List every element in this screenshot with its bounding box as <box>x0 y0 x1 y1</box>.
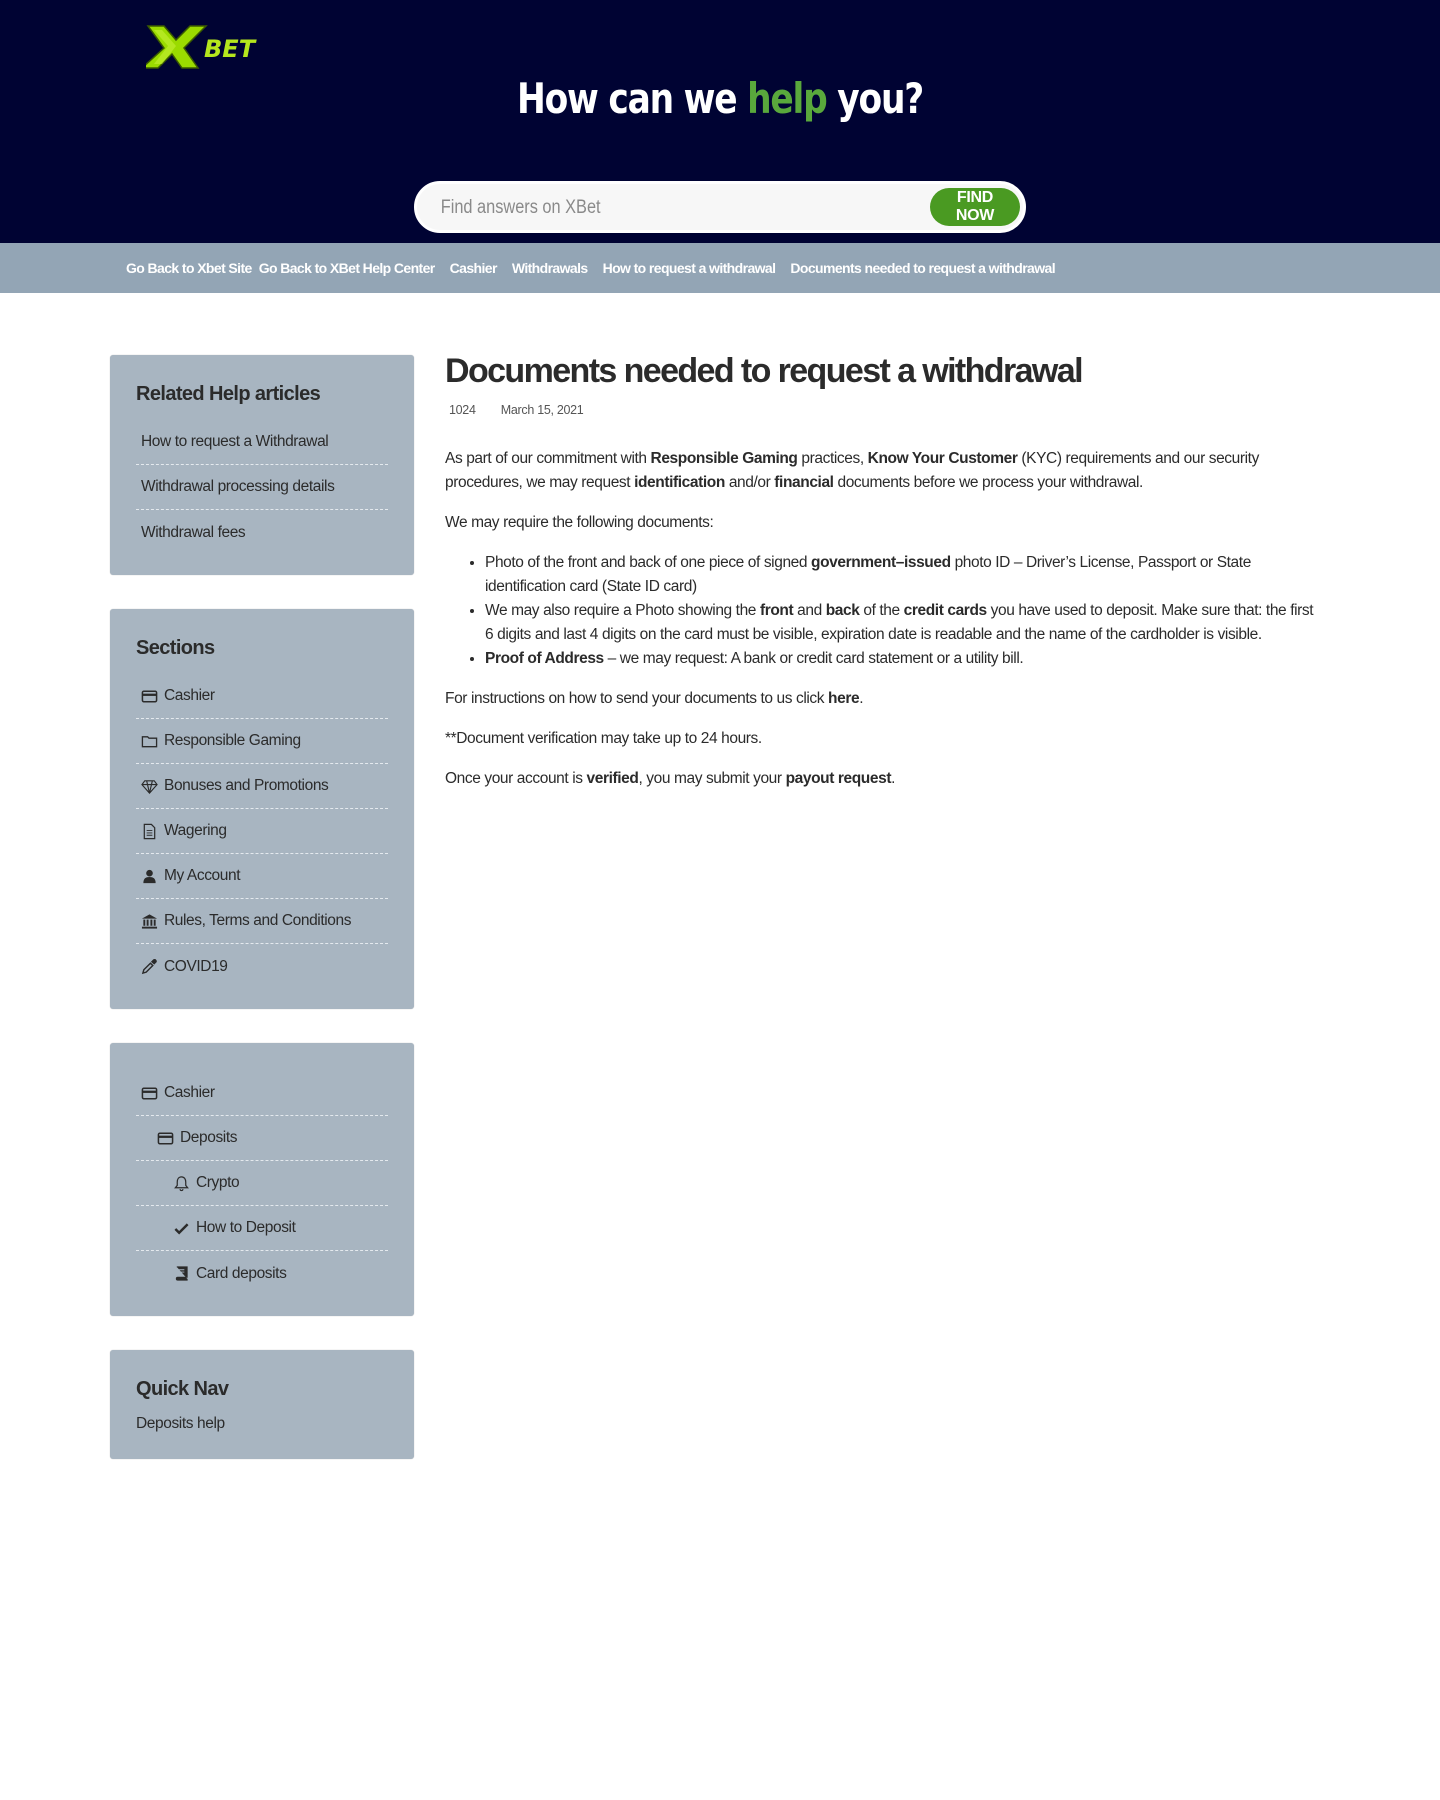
breadcrumb-cashier[interactable]: Cashier <box>449 260 497 276</box>
section-item-covid19[interactable]: COVID19 <box>136 944 388 989</box>
related-article-item[interactable]: Withdrawal processing details <box>136 465 388 510</box>
book-icon <box>172 1265 190 1283</box>
category-tree-card <box>110 1043 414 1316</box>
site-header <box>0 0 1440 243</box>
user-icon <box>140 867 158 885</box>
list-item: • Photo of the front and back of one piece of signed government–issued photo ID – Driver’s License, Passport or State identification card (State ID card) <box>485 551 1325 599</box>
credit-card-icon <box>140 687 158 705</box>
hero-title: How can we help you? <box>517 74 923 123</box>
section-item-cashier[interactable]: Cashier <box>136 674 388 719</box>
article-paragraph: We may require the following documents: <box>445 514 714 531</box>
breadcrumb-how-to-request[interactable]: How to request a withdrawal <box>602 260 776 276</box>
find-now-button[interactable]: FIND NOW <box>930 188 1020 226</box>
section-item-rules[interactable]: Rules, Terms and Conditions <box>136 899 388 944</box>
xbet-logo[interactable] <box>146 24 268 70</box>
breadcrumb <box>0 243 1440 293</box>
related-articles-title: Related Help articles <box>136 383 321 405</box>
credit-card-icon <box>156 1129 174 1147</box>
tree-item-how-to-deposit[interactable]: How to Deposit <box>136 1206 388 1251</box>
article-paragraph: As part of our commitment with Responsible Gaming practices, Know Your Customer (KYC) requirements and our security procedures, we may request identification and/or financial documents before we process your withdrawal. <box>445 450 1259 491</box>
diamond-icon <box>140 777 158 795</box>
article-title: Documents needed to request a withdrawal <box>445 352 1082 390</box>
bell-icon <box>172 1174 190 1192</box>
quick-nav-card <box>110 1350 414 1459</box>
tree-item-crypto[interactable]: Crypto <box>136 1161 388 1206</box>
article-paragraph: **Document verification may take up to 24 hours. <box>445 730 762 747</box>
breadcrumb-help-center[interactable]: Go Back to XBet Help Center <box>258 260 435 276</box>
breadcrumb-xbet-site[interactable]: Go Back to Xbet Site <box>126 260 252 276</box>
document-icon <box>140 822 158 840</box>
breadcrumb-withdrawals[interactable]: Withdrawals <box>511 260 588 276</box>
section-item-my-account[interactable]: My Account <box>136 854 388 899</box>
section-item-bonuses[interactable]: Bonuses and Promotions <box>136 764 388 809</box>
instructions-link[interactable]: here <box>828 690 860 707</box>
document-list <box>445 551 1325 671</box>
article <box>445 352 1325 807</box>
credit-card-icon <box>140 1084 158 1102</box>
tree-item-card-deposits[interactable]: Card deposits <box>136 1251 388 1296</box>
check-icon <box>172 1219 190 1237</box>
article-paragraph: Once your account is verified, you may submit your payout request. <box>445 770 896 787</box>
breadcrumb-current-page[interactable]: Documents needed to request a withdrawal <box>790 260 1056 276</box>
bank-icon <box>140 912 158 930</box>
quick-nav-title: Quick Nav <box>136 1378 229 1400</box>
related-article-item[interactable]: How to request a Withdrawal <box>136 420 388 465</box>
section-item-responsible-gaming[interactable]: Responsible Gaming <box>136 719 388 764</box>
section-item-wagering[interactable]: Wagering <box>136 809 388 854</box>
article-meta <box>445 403 1325 417</box>
list-item: • We may also require a Photo showing the front and back of the credit cards you have used to deposit. Make sure that: the first 6 digits and last 4 digits on the card must be visible, expiration date is readable and the name of the cardholder is visible. <box>485 599 1325 647</box>
svg-text:BET: BET <box>204 35 256 63</box>
eyedropper-icon <box>140 958 158 976</box>
tree-item-cashier[interactable]: Cashier <box>136 1071 388 1116</box>
search-input[interactable] <box>439 192 847 224</box>
sidebar <box>110 355 414 1493</box>
list-item: • Proof of Address – we may request: A bank or credit card statement or a utility bill. <box>485 647 1325 671</box>
view-count: 1024 <box>449 403 476 417</box>
sections-card <box>110 609 414 1009</box>
tree-item-deposits[interactable]: Deposits <box>136 1116 388 1161</box>
article-paragraph: For instructions on how to send your documents to us click here. <box>445 690 864 707</box>
related-article-item[interactable]: Withdrawal fees <box>141 523 246 541</box>
sections-title: Sections <box>136 637 215 659</box>
quick-nav-link[interactable]: Deposits help <box>136 1415 225 1432</box>
search-bar <box>414 181 1026 233</box>
folder-icon <box>140 732 158 750</box>
publish-date: March 15, 2021 <box>500 403 584 417</box>
related-articles-card <box>110 355 414 575</box>
